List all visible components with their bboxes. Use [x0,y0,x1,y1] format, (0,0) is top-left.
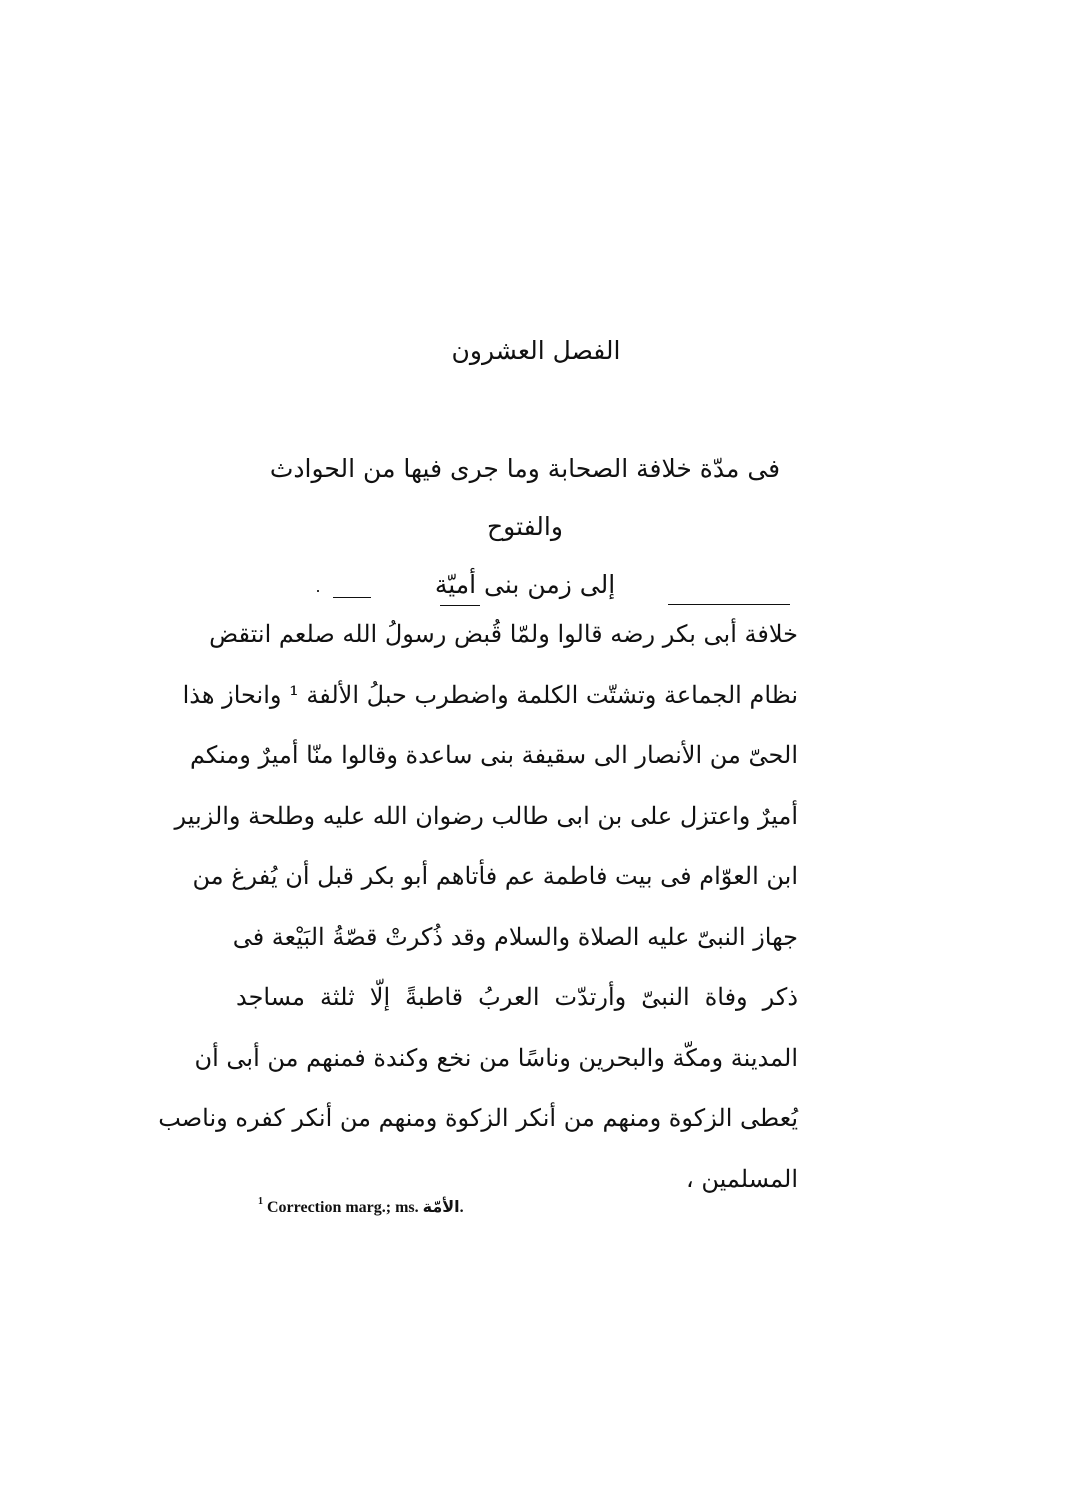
chapter-title-line: إلى زمن بنى أميّة [434,570,616,599]
chapter-title [230,440,820,614]
body-line: ابن العوّام فى بيت فاطمة عم فأتاهم أبو بكر قبل أن يُفرغ من [192,862,798,890]
overline-rule [333,597,371,598]
body-line: المسلمين ، [686,1164,798,1193]
print-speck [317,590,319,592]
body-line: ذكر وفاة النبىّ وأرتدّت العربُ قاطبةً إلّا ثلثة مساجد [236,983,798,1011]
footnote-end: . [459,1199,464,1216]
body-line: نظام الجماعة وتشتّت الكلمة واضطرب حبلُ الألفة ¹ وانحاز هذا [182,680,798,709]
chapter-heading: الفصل العشرون [451,336,621,365]
body-line: المدينة ومكّة والبحرين وناسًا من نخع وكندة فمنهم من أبى أن [194,1043,798,1072]
footnote-arabic-word: الأمّة [422,1197,460,1216]
footnote [258,1197,464,1217]
body-line: جهاز النبىّ عليه الصلاة والسلام وقد ذُكرتْ قصّةُ البَيْعة فى [232,922,798,951]
body-line: يُعطى الزكوة ومنهم من أنكر الزكوة ومنهم من أنكر كفره وناصب [158,1104,798,1132]
body-paragraph [158,604,798,1209]
body-line: الحىّ من الأنصار الى سقيفة بنى ساعدة وقالوا منّا أميرٌ ومنكم [189,741,798,769]
body-line: أميرٌ واعتزل على بن ابى طالب رضوان الله عليه وطلحة والزبير [174,801,798,830]
chapter-title-line: فى مدّة خلافة الصحابة وما جرى فيها من الحوادث والفتوح [269,454,781,541]
body-line: خلافة أبى بكر رضه قالوا ولمّا قُبض رسولُ الله صلعم انتقض [209,620,798,648]
footnote-text: Correction marg.; ms. [267,1199,419,1216]
footnote-marker: 1 [258,1196,263,1207]
